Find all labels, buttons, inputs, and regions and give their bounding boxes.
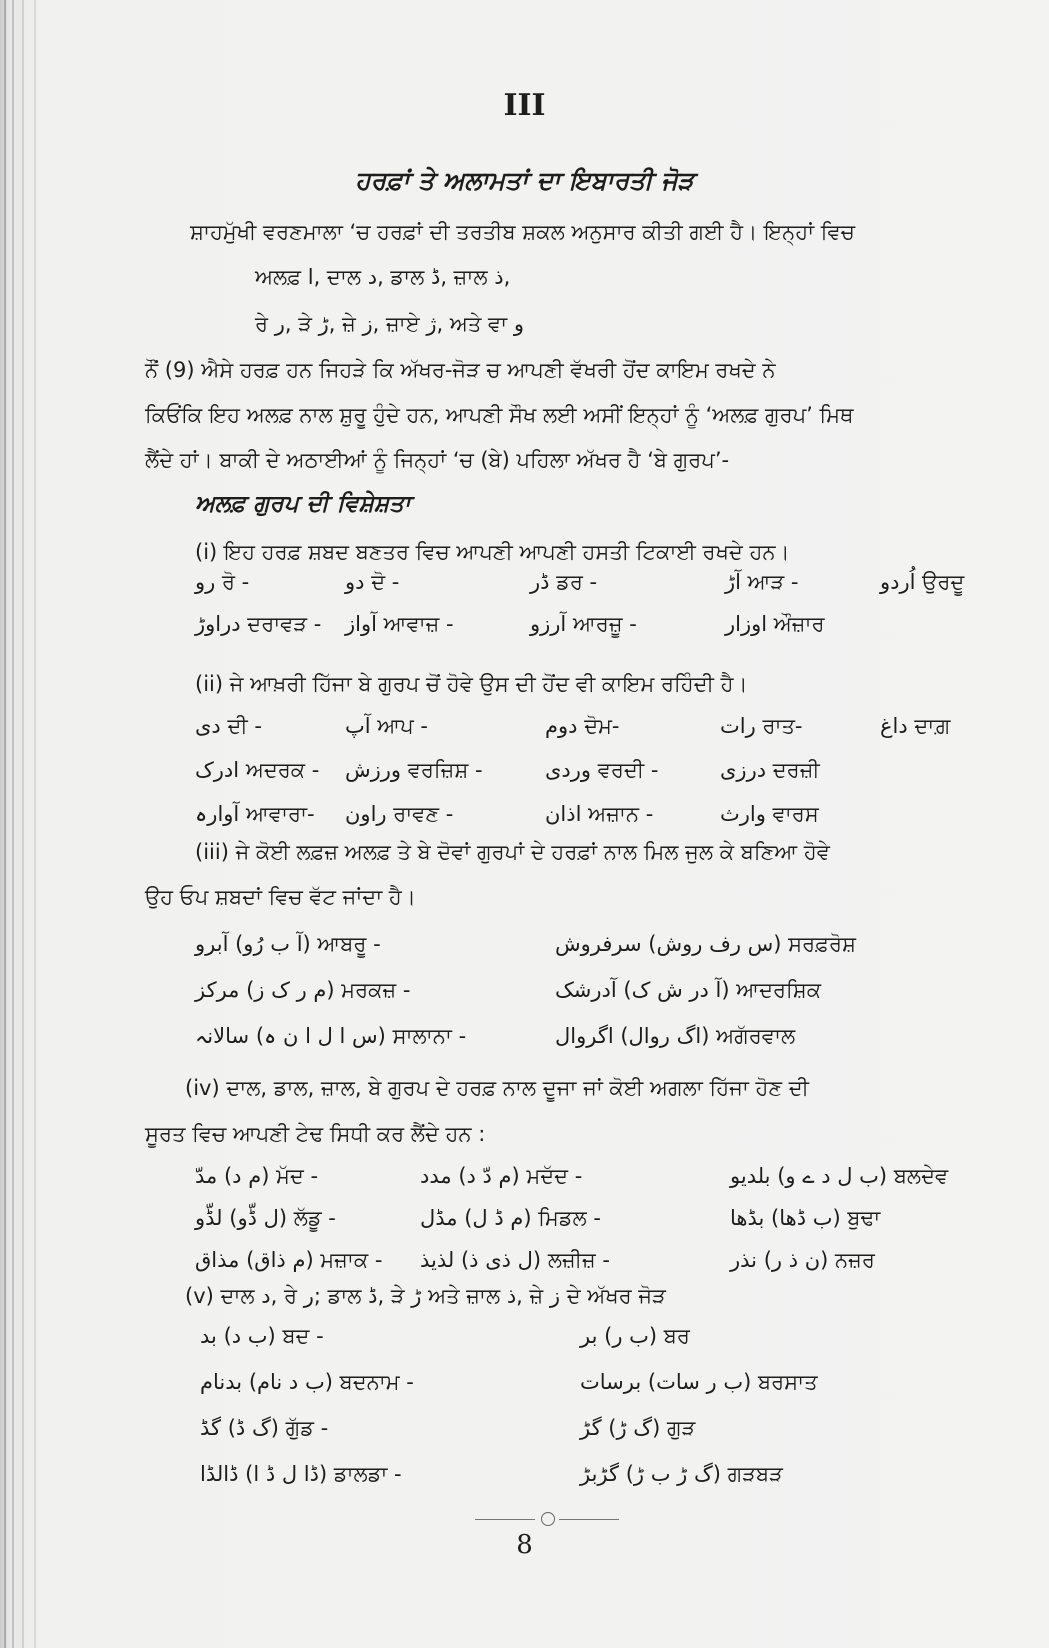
gurmukhi-word: ਲਜ਼ੀਜ਼ - <box>547 1248 610 1272</box>
page-edge <box>34 0 36 1648</box>
shahmukhi-word: آڑ <box>725 570 741 594</box>
gurmukhi-word: ਔਜ਼ਾਰ <box>773 612 825 636</box>
letter-breakdown: (ب ر) <box>604 1324 658 1348</box>
shahmukhi-word: مذاق <box>195 1248 240 1272</box>
gurmukhi-word: ਅਜ਼ਾਨ - <box>588 802 654 826</box>
letter-breakdown: (ڈا ل ڈ ا) <box>245 1462 328 1486</box>
gurmukhi-word: ਮਜ਼ਾਕ - <box>320 1248 383 1272</box>
rule-text: (ii) ਜੇ ਆਖ਼ਰੀ ਹਿੱਜਾ ਬੇ ਗੁਰਪ ਚੋਂ ਹੋਵੇ ਉਸ ਦੀ ਹੋਂਦ ਵੀ ਕਾਇਮ ਰਹਿੰਦੀ ਹੈ। <box>195 672 748 696</box>
example-entry <box>345 756 483 784</box>
gurmukhi-word: ਆਰਜ਼ੂ - <box>572 612 637 636</box>
letter-breakdown: (م ر ک ز) <box>246 978 335 1002</box>
shahmukhi-word: بدنام <box>200 1370 243 1394</box>
gurmukhi-word: ਵਰਦੀ - <box>597 758 659 782</box>
example-entry <box>555 930 856 958</box>
subheading: ਅਲਫ਼ ਗੁਰਪ ਦੀ ਵਿਸ਼ੇਸ਼ਤਾ <box>195 491 411 517</box>
example-entry <box>530 568 597 596</box>
shahmukhi-word: لڈّو <box>195 1206 223 1230</box>
gurmukhi-word: ਲੱਡੂ - <box>293 1206 336 1230</box>
shahmukhi-word: گڈ <box>200 1416 222 1440</box>
section-title: ਹਰਫ਼ਾਂ ਤੇ ਅਲਾਮਤਾਂ ਦਾ ਇਬਾਰਤੀ ਜੋੜ <box>355 166 694 195</box>
letter-breakdown: (م د) <box>223 1164 270 1188</box>
gurmukhi-word: ਆਦਰਸ਼ਿਕ <box>736 978 822 1002</box>
example-entry <box>420 1204 601 1232</box>
example-entry <box>195 1204 336 1232</box>
gurmukhi-word: ਬਦ - <box>282 1324 324 1348</box>
gurmukhi-word: ਸਾਲਾਨਾ - <box>392 1024 467 1048</box>
shahmukhi-word: اگروال <box>555 1024 614 1048</box>
letter-breakdown: (ب د) <box>223 1324 276 1348</box>
gurmukhi-word: ਦਰਾਵੜ - <box>247 612 322 636</box>
example-entry <box>195 800 315 828</box>
example-entry <box>725 610 825 638</box>
shahmukhi-word: آبرو <box>195 932 229 956</box>
gurmukhi-word: ਅਦਰਕ - <box>245 758 320 782</box>
shahmukhi-word: مڈل <box>420 1206 458 1230</box>
intro-letters-line: ਅਲਫ਼ ا, ਦਾਲ د, ਡਾਲ ڈ, ਜ਼ਾਲ ذ, <box>255 265 511 289</box>
gurmukhi-word: ਬਲਦੇਵ <box>893 1164 949 1188</box>
shahmukhi-word: راون <box>345 802 387 826</box>
letter-breakdown: (اگ روال) <box>620 1024 710 1048</box>
gurmukhi-word: ਗੁੱਡ - <box>285 1416 329 1440</box>
letter-breakdown: (گ ڈ) <box>227 1416 279 1440</box>
gurmukhi-word: ਰਾਵਣ - <box>393 802 454 826</box>
gurmukhi-word: ਮਰਕਜ਼ - <box>341 978 411 1002</box>
gurmukhi-word: ਆਬਰੂ - <box>317 932 381 956</box>
gurmukhi-word: ਸਰਫ਼ਰੋਸ਼ <box>788 932 856 956</box>
shahmukhi-word: اذان <box>545 802 582 826</box>
chapter-number: III <box>503 88 546 123</box>
example-entry <box>730 1162 948 1190</box>
gurmukhi-word: ਅਗੱਰਵਾਲ <box>716 1024 796 1048</box>
example-entry <box>580 1460 783 1488</box>
example-entry <box>195 1162 318 1190</box>
shahmukhi-word: بر <box>580 1324 598 1348</box>
example-entry <box>195 930 381 958</box>
gurmukhi-word: ਮੱਦ - <box>276 1164 319 1188</box>
gurmukhi-word: ਉਰਦੂ <box>922 570 965 594</box>
example-entry <box>345 712 428 740</box>
shahmukhi-word: سرفروش <box>555 932 642 956</box>
intro-line: ਨੌਂ (9) ਐਸੇ ਹਰਫ਼ ਹਨ ਜਿਹੜੇ ਕਿ ਅੱਖਰ-ਜੋੜ ਚ ਆਪਣੀ ਵੱਖਰੀ ਹੋਂਦ ਕਾਇਮ ਰਖਦੇ ਨੇ <box>145 358 776 382</box>
intro-letters-line: ਰੇ ر, ੜੇ ڑ, ਜ਼ੇ ز, ਜ਼ਾਏ ژ, ਅਤੇ ਵਾ و <box>255 312 525 336</box>
letter-breakdown: (ب ل د ے و) <box>777 1164 888 1188</box>
gurmukhi-word: ਮਦੱਦ - <box>526 1164 583 1188</box>
shahmukhi-word: وارث <box>720 802 766 826</box>
intro-line: ਕਿਓਂਕਿ ਇਹ ਅਲਫ਼ ਨਾਲ ਸ਼ੁਰੂ ਹੁੰਦੇ ਹਨ, ਆਪਣੀ ਸੌਖ ਲਈ ਅਸੀਂ ਇਨ੍ਹਾਂ ਨੂੰ ‘ਅਲਫ਼ ਗੁਰਪ’ ਮਿਥ <box>145 403 854 427</box>
shahmukhi-word: لذیذ <box>420 1248 455 1272</box>
shahmukhi-word: بد <box>200 1324 217 1348</box>
example-entry <box>195 1246 382 1274</box>
gurmukhi-word: ਆਵਾਰਾ- <box>245 802 315 826</box>
letter-breakdown: (ب ڈھا) <box>771 1206 841 1230</box>
gurmukhi-word: ਆੜ - <box>747 570 799 594</box>
shahmukhi-word: دراوڑ <box>195 612 241 636</box>
example-entry <box>195 610 321 638</box>
example-entry <box>345 800 453 828</box>
rule-text: (i) ਇਹ ਹਰਫ਼ ਸ਼ਬਦ ਬਣਤਰ ਵਿਚ ਆਪਣੀ ਆਪਣੀ ਹਸਤੀ ਟਿਕਾਈ ਰਖਦੇ ਹਨ। <box>195 540 790 564</box>
shahmukhi-word: ڈالڈا <box>200 1462 239 1486</box>
gurmukhi-word: ਆਵਾਜ਼ - <box>383 612 454 636</box>
example-entry <box>720 800 819 828</box>
gurmukhi-word: ਡਰ - <box>556 570 598 594</box>
letter-breakdown: (ب د نام) <box>248 1370 333 1394</box>
example-entry <box>580 1368 818 1396</box>
rule-text: (iii) ਜੇ ਕੋਈ ਲਫ਼ਜ਼ ਅਲਫ਼ ਤੇ ਬੇ ਦੋਵਾਂ ਗੁਰਪਾਂ ਦੇ ਹਰਫ਼ਾਂ ਨਾਲ ਮਿਲ ਜੁਲ ਕੇ ਬਣਿਆ ਹੋਵੇ <box>195 840 830 864</box>
rule-text: ਉਹ ਓਪ ਸ਼ਬਦਾਂ ਵਿਚ ਵੱਟ ਜਾਂਦਾ ਹੈ। <box>145 885 416 909</box>
example-entry <box>555 976 821 1004</box>
letter-breakdown: (ل ذی ذ) <box>460 1248 542 1272</box>
example-entry <box>580 1322 690 1350</box>
example-entry <box>420 1246 610 1274</box>
example-entry <box>725 568 799 596</box>
shahmukhi-word: دو <box>345 570 365 594</box>
example-entry <box>420 1162 582 1190</box>
rule-text: (v) ਦਾਲ د, ਰੇ ر; ਡਾਲ ڈ, ੜੇ ڑ ਅਤੇ ਜ਼ਾਲ ذ, ਜ਼ੇ ز ਦੇ ਅੱਖਰ ਜੋੜ <box>185 1284 666 1308</box>
example-entry <box>195 976 410 1004</box>
example-entry <box>195 1022 466 1050</box>
example-entry <box>200 1368 414 1396</box>
shahmukhi-word: درزی <box>720 758 767 782</box>
gurmukhi-word: ਬਰ <box>663 1324 690 1348</box>
example-entry <box>200 1322 324 1350</box>
letter-breakdown: (م ذاق) <box>246 1248 314 1272</box>
letter-breakdown: (س ا ل ا ن ہ) <box>255 1024 386 1048</box>
shahmukhi-word: مدّ <box>195 1164 218 1188</box>
shahmukhi-word: آواز <box>345 612 377 636</box>
rule-text: (iv) ਦਾਲ, ਡਾਲ, ਜ਼ਾਲ, ਬੇ ਗੁਰਪ ਦੇ ਹਰਫ਼ ਨਾਲ ਦੂਜਾ ਜਾਂ ਕੋਈ ਅਗਲਾ ਹਿੱਜਾ ਹੋਣ ਦੀ <box>185 1076 809 1100</box>
letter-breakdown: (گ ڑ ب ڑ) <box>625 1462 721 1486</box>
gurmukhi-word: ਡਾਲਡਾ - <box>333 1462 402 1486</box>
footer-ornament <box>475 1512 625 1526</box>
shahmukhi-word: اوزار <box>725 612 768 636</box>
intro-line: ਲੈਂਦੇ ਹਾਂ। ਬਾਕੀ ਦੇ ਅਠਾਈਆਂ ਨੂੰ ਜਿਨ੍ਹਾਂ ‘ਚ (ਬੇ) ਪਹਿਲਾ ਅੱਖਰ ਹੈ ‘ਬੇ ਗੁਰਪ’- <box>145 448 730 472</box>
shahmukhi-word: بلدیو <box>730 1164 771 1188</box>
gurmukhi-word: ਦੀ - <box>227 714 262 738</box>
shahmukhi-word: سالانہ <box>195 1024 250 1048</box>
example-entry <box>530 610 637 638</box>
example-entry <box>730 1246 875 1274</box>
example-entry <box>200 1414 328 1442</box>
page-edge <box>4 0 6 1648</box>
shahmukhi-word: آوارہ <box>195 802 240 826</box>
gurmukhi-word: ਬਦਨਾਮ - <box>339 1370 414 1394</box>
letter-breakdown: (م دّ د) <box>458 1164 520 1188</box>
shahmukhi-word: مرکز <box>195 978 240 1002</box>
example-entry <box>345 610 454 638</box>
gurmukhi-word: ਬੁਢਾ <box>847 1206 881 1230</box>
shahmukhi-word: وردی <box>545 758 592 782</box>
gurmukhi-word: ਦਾਗ਼ <box>914 714 951 738</box>
gurmukhi-word: ਰਾਤ- <box>762 714 803 738</box>
gurmukhi-word: ਦਰਜ਼ੀ <box>772 758 820 782</box>
letter-breakdown: (ل ڈّو) <box>229 1206 288 1230</box>
shahmukhi-word: دوم <box>545 714 578 738</box>
example-entry <box>720 756 820 784</box>
example-entry <box>195 712 262 740</box>
shahmukhi-word: داغ <box>880 714 908 738</box>
example-entry <box>880 712 950 740</box>
example-entry <box>200 1460 402 1488</box>
example-entry <box>580 1414 695 1442</box>
shahmukhi-word: دی <box>195 714 221 738</box>
example-entry <box>195 756 319 784</box>
example-entry <box>545 756 658 784</box>
page-edge <box>12 0 14 1648</box>
example-entry <box>545 800 653 828</box>
gurmukhi-word: ਬਰਸਾਤ <box>758 1370 818 1394</box>
gurmukhi-word: ਦੋ - <box>371 570 400 594</box>
shahmukhi-word: برسات <box>580 1370 642 1394</box>
page-number: 8 <box>516 1530 533 1560</box>
example-entry <box>730 1204 880 1232</box>
gurmukhi-word: ਦੋਮ- <box>584 714 620 738</box>
intro-line: ਸ਼ਾਹਮੁੱਖੀ ਵਰਣਮਾਲਾ ‘ਚ ਹਰਫ਼ਾਂ ਦੀ ਤਰਤੀਬ ਸ਼ਕਲ ਅਨੁਸਾਰ ਕੀਤੀ ਗਈ ਹੈ। ਇਨ੍ਹਾਂ ਵਿਚ <box>190 220 855 244</box>
shahmukhi-word: رات <box>720 714 756 738</box>
shahmukhi-word: آدرشک <box>555 978 617 1002</box>
shahmukhi-word: ادرک <box>195 758 240 782</box>
gurmukhi-word: ਮਿਡਲ - <box>538 1206 601 1230</box>
example-entry <box>195 568 249 596</box>
example-entry <box>545 712 620 740</box>
letter-breakdown: (م ڈ ل) <box>464 1206 532 1230</box>
shahmukhi-word: ورزش <box>345 758 402 782</box>
letter-breakdown: (س رف روش) <box>648 932 782 956</box>
shahmukhi-word: آرزو <box>530 612 567 636</box>
gurmukhi-word: ਆਪ - <box>377 714 428 738</box>
gurmukhi-word: ਨਜ਼ਰ <box>835 1248 875 1272</box>
shahmukhi-word: گڑبڑ <box>580 1462 620 1486</box>
shahmukhi-word: رو <box>195 570 216 594</box>
page-edge <box>22 0 24 1648</box>
shahmukhi-word: گڑ <box>580 1416 602 1440</box>
gurmukhi-word: ਵਰਜ਼ਿਸ਼ - <box>407 758 483 782</box>
letter-breakdown: (گ ڑ) <box>608 1416 661 1440</box>
gurmukhi-word: ਵਾਰਸ <box>772 802 819 826</box>
example-entry <box>555 1022 795 1050</box>
letter-breakdown: (ب ر سات) <box>647 1370 752 1394</box>
shahmukhi-word: اُردو <box>880 570 916 594</box>
letter-breakdown: (آ ب رُو) <box>235 932 311 956</box>
gurmukhi-word: ਗੜਬੜ <box>727 1462 783 1486</box>
shahmukhi-word: نذر <box>730 1248 758 1272</box>
rule-text: ਸੂਰਤ ਵਿਚ ਆਪਣੀ ਟੇਢ ਸਿਧੀ ਕਰ ਲੈਂਦੇ ਹਨ : <box>145 1122 486 1146</box>
letter-breakdown: (آ در ش ک) <box>623 978 730 1002</box>
example-entry <box>720 712 802 740</box>
shahmukhi-word: ڈر <box>530 570 550 594</box>
gurmukhi-word: ਰੋ - <box>221 570 250 594</box>
shahmukhi-word: آپ <box>345 714 371 738</box>
shahmukhi-word: بڈھا <box>730 1206 765 1230</box>
letter-breakdown: (ن ذ ر) <box>763 1248 829 1272</box>
shahmukhi-word: مدد <box>420 1164 452 1188</box>
gurmukhi-word: ਗੁੜ <box>666 1416 696 1440</box>
example-entry <box>345 568 399 596</box>
example-entry <box>880 568 964 596</box>
